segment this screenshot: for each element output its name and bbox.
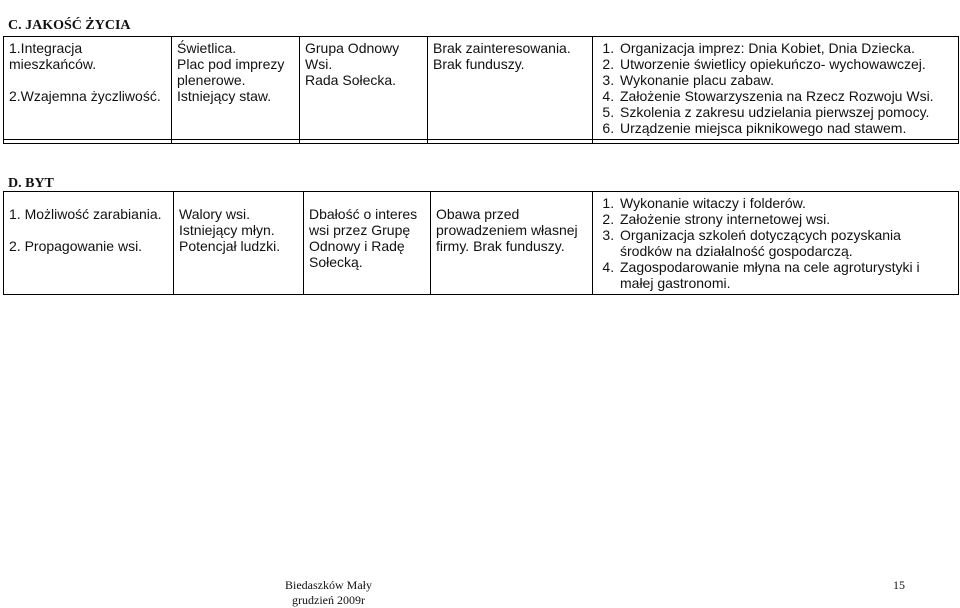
c-action-item: 6. Urządzenie miejsca piknikowego nad stawem. [618,120,953,136]
c-actions-cell [593,37,959,140]
d-resource-1: Walory wsi. [179,206,251,222]
c-needs-cell [4,37,172,140]
d-actions-list [598,195,953,291]
d-actions-cell [593,192,959,295]
section-d-table [3,191,959,295]
d-action-item: 1. Wykonanie witaczy i folderów. [618,195,953,211]
c-actors-cell [300,37,428,140]
d-need-1: 1. Możliwość zarabiania. [9,206,162,222]
c-barrier-2: Brak funduszy. [433,56,525,72]
c-need-1: 1.Integracja mieszkańców. [9,40,97,72]
footer-place-date [0,578,657,608]
page-number: 15 [893,578,905,592]
c-actions-list [598,40,953,136]
d-resource-2: Istniejący młyn. [179,222,275,238]
c-action-item: 1. Organizacja imprez: Dnia Kobiet, Dnia Dziecka. [618,40,953,56]
footer-date: grudzień 2009r [292,593,365,607]
c-resource-3: Istniejący staw. [177,88,272,104]
c-resource-1: Świetlica. [177,40,237,56]
c-actor-1: Grupa Odnowy Wsi. [305,40,400,72]
d-action-item: 3. Organizacja szkoleń dotyczących pozyskania środków na działalność gospodarczą. [618,227,953,259]
section-d-heading: D. BYT [8,176,54,191]
footer-place: Biedaszków Mały [285,578,372,592]
c-action-item: 3. Wykonanie placu zabaw. [618,72,953,88]
c-barrier-1: Brak zainteresowania. [433,40,571,56]
d-needs-cell [4,192,174,295]
section-c-heading: C. JAKOŚĆ ŻYCIA [8,18,131,33]
d-resources-cell [174,192,304,295]
c-action-item: 5. Szkolenia z zakresu udzielania pierwszej pomocy. [618,104,953,120]
c-resources-cell [172,37,300,140]
d-actors-cell: Dbałość o interes wsi przez Grupę Odnowy i Radę Sołecką. [304,192,431,295]
c-need-2: 2.Wzajemna życzliwość. [9,88,161,104]
c-resource-2: Plac pod imprezy plenerowe. [177,56,285,88]
c-actor-2: Rada Sołecka. [305,72,397,88]
c-action-item: 2. Utworzenie świetlicy opiekuńczo- wychowawczej. [618,56,953,72]
d-action-item: 4. Zagospodarowanie młyna na cele agroturystyki i małej gastronomi. [618,259,953,291]
d-need-2: 2. Propagowanie wsi. [9,238,143,254]
d-barriers-cell: Obawa przed prowadzeniem własnej firmy. Brak funduszy. [431,192,593,295]
c-barriers-cell [428,37,593,140]
c-action-item: 4. Założenie Stowarzyszenia na Rzecz Rozwoju Wsi. [618,88,953,104]
d-action-item: 2. Założenie strony internetowej wsi. [618,211,953,227]
d-resource-3: Potencjał ludzki. [179,238,281,254]
section-c-table [3,36,959,144]
